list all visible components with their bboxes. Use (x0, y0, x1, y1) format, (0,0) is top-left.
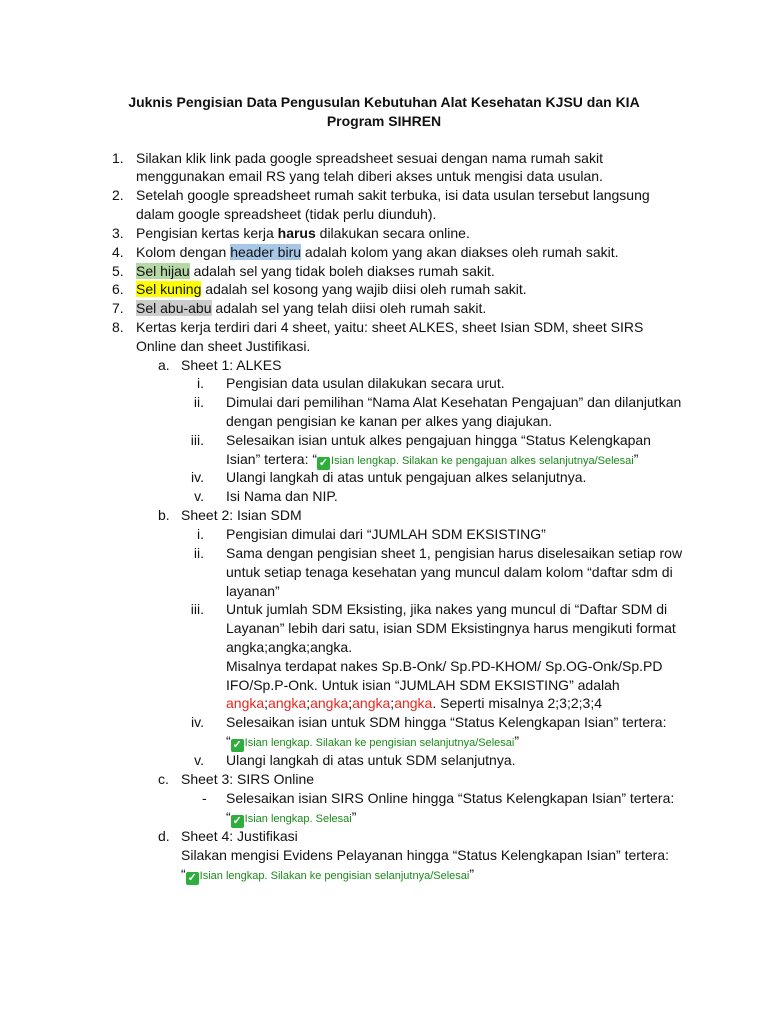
check-mark-icon: ✓ (318, 457, 329, 469)
item-number: 8. (112, 319, 124, 335)
roman-number: ii. (193, 545, 204, 561)
sheet-heading: Sheet 3: SIRS Online (181, 771, 315, 787)
step-text (226, 808, 356, 828)
step-text: Selesaikan isian untuk alkes pengajuan hingga “Status Kelengkapan (226, 432, 651, 448)
step-text (226, 694, 602, 712)
highlight-gray: Sel abu-abu (136, 300, 212, 316)
step-text: Layanan” lebih dari satu, isian SDM Eksistingnya harus mengikuti format (226, 620, 676, 636)
step-text: angka;angka;angka. (226, 639, 353, 655)
item-text (136, 243, 619, 261)
roman-number: iv. (191, 469, 204, 485)
item-text-part: adalah sel yang tidak boleh diakses rumah sakit. (189, 263, 495, 279)
red-text: angka (394, 695, 433, 711)
quote-end: ” (633, 451, 639, 467)
red-text: angka (310, 695, 349, 711)
quote-end: ” (351, 809, 357, 825)
item-number: 4. (112, 244, 124, 260)
sub-item-letter: a. (158, 357, 170, 373)
item-number: 3. (112, 225, 124, 241)
emphasis-text: harus (277, 225, 316, 241)
roman-number: ii. (193, 394, 204, 410)
doc-title-line-2: Program SIHREN (326, 113, 442, 129)
item-number: 1. (112, 150, 124, 166)
red-text: angka (226, 695, 265, 711)
item-text: Online dan sheet Justifikasi. (136, 338, 311, 354)
separator: ; (390, 695, 395, 711)
step-text: Pengisian data usulan dilakukan secara urut. (226, 375, 505, 391)
item-text (136, 224, 470, 242)
roman-number: iv. (191, 714, 204, 730)
step-text: Dimulai dari pemilihan “Nama Alat Kesehatan Pengajuan” dan dilanjutkan (226, 394, 682, 410)
roman-number: iii. (190, 432, 204, 448)
item-text-part: adalah kolom yang akan diakses oleh rumah sakit. (301, 244, 619, 260)
roman-number: v. (194, 488, 204, 504)
step-text (226, 732, 519, 752)
dash-bullet: - (202, 790, 207, 806)
item-text: Kertas kerja terdiri dari 4 sheet, yaitu: sheet ALKES, sheet Isian SDM, sheet SIRS (136, 319, 644, 335)
item-text: menggunakan email RS yang telah diberi akses untuk mengisi data usulan. (136, 168, 603, 184)
item-text (136, 280, 527, 298)
step-text (181, 865, 474, 885)
item-text-part: dilakukan secara online. (315, 225, 470, 241)
roman-number: i. (197, 526, 204, 542)
roman-number: i. (197, 375, 204, 391)
highlight-yellow: Sel kuning (136, 281, 202, 297)
status-text: Isian lengkap. Silakan ke pengisian selanjutnya/Selesai (244, 737, 515, 749)
item-number: 6. (112, 281, 124, 297)
status-text: Isian lengkap. Selesai (244, 813, 352, 825)
item-number: 2. (112, 187, 124, 203)
check-mark-icon: ✓ (232, 815, 242, 827)
roman-number: v. (194, 752, 204, 768)
item-number: 5. (112, 263, 124, 279)
step-text: layanan” (226, 583, 280, 599)
item-text: Setelah google spreadsheet rumah sakit terbuka, isi data usulan tersebut langsung (136, 187, 650, 203)
item-text-part: Kolom dengan (136, 244, 231, 260)
step-text: Selesaikan isian untuk SDM hingga “Status Kelengkapan Isian” tertera: (226, 714, 667, 730)
step-text: Ulangi langkah di atas untuk SDM selanjutnya. (226, 752, 516, 768)
check-mark-icon: ✓ (232, 739, 242, 751)
sheet-heading: Sheet 4: Justifikasi (181, 828, 298, 844)
roman-number: iii. (190, 601, 204, 617)
sub-item-letter: c. (158, 771, 169, 787)
sub-item-letter: d. (158, 828, 170, 844)
item-text (136, 299, 486, 317)
item-text (136, 262, 495, 280)
step-text: Untuk jumlah SDM Eksisting, jika nakes yang muncul di “Daftar SDM di (226, 601, 668, 617)
step-text: Sama dengan pengisian sheet 1, pengisian harus diselesaikan setiap row (226, 545, 683, 561)
step-text-part: . Seperti misalnya 2;3;2;3;4 (432, 695, 602, 711)
separator: ; (348, 695, 353, 711)
step-text: Ulangi langkah di atas untuk pengajuan alkes selanjutnya. (226, 469, 587, 485)
status-text: Isian lengkap. Silakan ke pengisian selanjutnya/Selesai (199, 870, 470, 882)
step-text-part: Isian” tertera: “ (226, 451, 318, 467)
sub-item-letter: b. (158, 507, 170, 523)
sheet-heading: Sheet 1: ALKES (181, 357, 282, 373)
status-text: Isian lengkap. Silakan ke pengajuan alkes selanjutnya/Selesai (331, 455, 634, 467)
quote-start: “ (226, 809, 231, 825)
red-text: angka (268, 695, 307, 711)
step-text: Silakan mengisi Evidens Pelayanan hingga “Status Kelengkapan Isian” tertera: (181, 847, 669, 863)
separator: ; (264, 695, 269, 711)
item-number: 7. (112, 300, 124, 316)
quote-start: “ (181, 866, 186, 882)
highlight-green: Sel hijau (136, 263, 190, 279)
step-text: Selesaikan isian SIRS Online hingga “Status Kelengkapan Isian” tertera: (226, 790, 675, 806)
quote-start: “ (226, 733, 231, 749)
step-text (226, 450, 638, 470)
highlight-blue: header biru (230, 244, 302, 260)
step-text: Isi Nama dan NIP. (226, 488, 338, 504)
doc-title-line-1: Juknis Pengisian Data Pengusulan Kebutuhan Alat Kesehatan KJSU dan KIA (128, 94, 640, 110)
check-mark-icon: ✓ (187, 872, 197, 884)
separator: ; (306, 695, 311, 711)
red-text: angka (352, 695, 391, 711)
item-text: dalam google spreadsheet (tidak perlu diunduh). (136, 206, 437, 222)
step-text: dengan pengisian ke kanan per alkes yang diajukan. (226, 413, 553, 429)
item-text: Silakan klik link pada google spreadsheet sesuai dengan nama rumah sakit (136, 150, 603, 166)
quote-end: ” (514, 733, 520, 749)
step-text: Misalnya terdapat nakes Sp.B-Onk/ Sp.PD-KHOM/ Sp.OG-Onk/Sp.PD (226, 658, 663, 674)
item-text-part: adalah sel yang telah diisi oleh rumah sakit. (211, 300, 487, 316)
step-text: untuk setiap tenaga kesehatan yang muncul dalam kolom “daftar sdm di (226, 564, 673, 580)
sheet-heading: Sheet 2: Isian SDM (181, 507, 302, 523)
item-text-part: Pengisian kertas kerja (136, 225, 278, 241)
item-text-part: adalah sel kosong yang wajib diisi oleh rumah sakit. (201, 281, 527, 297)
step-text: IFO/Sp.P-Onk. Untuk isian “JUMLAH SDM EKSISTING” adalah (226, 677, 620, 693)
quote-end: ” (469, 866, 475, 882)
step-text: Pengisian dimulai dari “JUMLAH SDM EKSISTING” (226, 526, 546, 542)
